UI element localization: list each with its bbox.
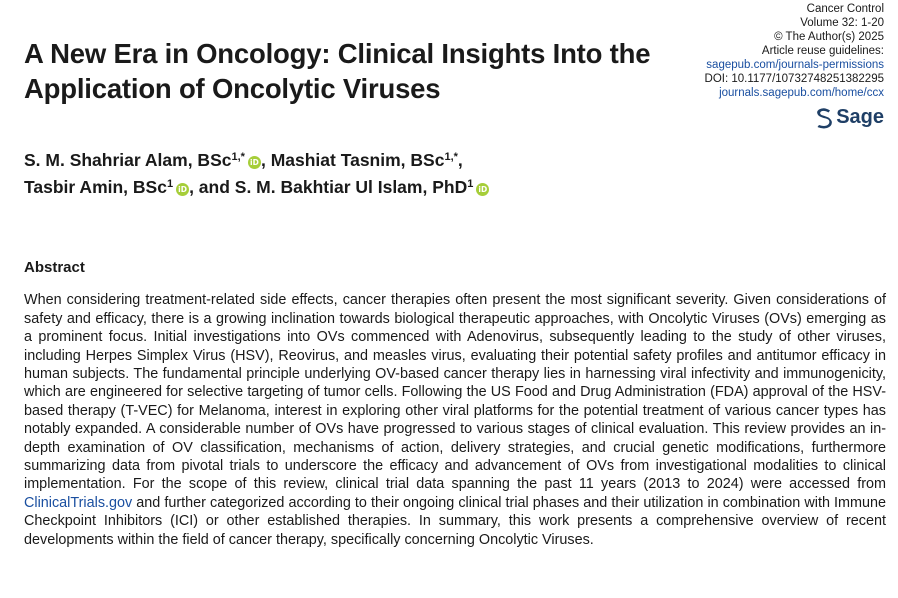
journal-meta [584,2,884,100]
reuse-label: Article reuse guidelines: [761,45,884,57]
doi-line[interactable]: DOI: 10.1177/10732748251382295 [704,73,884,85]
abstract-heading: Abstract [24,259,85,276]
author-name: S. M. Bakhtiar Ul Islam, PhD [234,177,468,197]
permissions-link[interactable]: sagepub.com/journals-permissions [706,59,884,71]
author-separator: , [260,150,271,170]
abstract-text: When considering treatment-related side effects, cancer therapies often present the most significant severity. Given considerations of safety and efficacy, there is a growing inclination towards biological therapeutic approaches, with Oncolytic Viruses (OVs) emerging as a prominent focus. Initial investigations into OVs commenced with Adenovirus, subsequently leading to the study of other viruses, including Herpes Simplex Virus (HSV), Reovirus, and measles virus, evaluating their potential safety profiles and antitumor efficacy in human subjects. The fundamental principle underlying OV-based cancer therapy lies in harnessing viral infectivity and immunogenicity, which are engineered for selective targeting of tumor cells. Following the US Food and Drug Administration (FDA) approval of the HSV-based therapy (T-VEC) for Melanoma, interest in exploring other viral platforms for the potential treatment of various cancer types has notably expanded. A considerable number of OVs have progressed to various stages of clinical evaluation. This review provides an in-depth examination of OV classification, mechanisms of action, delivery strategies, and crucial genetic modifications, furthermore summarizing data from pivotal trials to underscore the efficacy and advancement of OVs from investigational modalities to clinical implementation. For the scope of this review, clinical trial data spanning the past 11 years (2013 to 2024) were accessed from [24,292,886,493]
author-separator: , and [189,177,235,197]
author-list [24,147,644,201]
author-affiliation: 1,* [444,151,458,163]
copyright-line: © The Author(s) 2025 [774,31,884,43]
author-affiliation: 1,* [231,151,245,163]
author-separator: , [457,150,463,170]
sage-logo[interactable] [815,106,884,129]
author-affiliation: 1 [166,178,174,190]
author-affiliation: 1 [467,178,474,190]
journal-home-link[interactable]: journals.sagepub.com/home/ccx [719,87,884,99]
clinicaltrials-link[interactable]: ClinicalTrials.gov [24,494,133,511]
author-name: Tasbir Amin, BSc [24,177,167,197]
orcid-icon[interactable]: iD [176,183,189,196]
author-name: S. M. Shahriar Alam, BSc [24,150,232,170]
abstract-text-continued: and further categorized according to their ongoing clinical trial phases and their utilization in combination with Immune Checkpoint Inhibitors (ICI) or other established therapies. In summary, this work presents a comprehensive overview of recent developments within the field of cancer therapy, specifically concerning Oncolytic Viruses. [24,494,886,548]
journal-volume: Volume 32: 1-20 [800,17,884,29]
abstract-body [24,291,886,549]
orcid-icon[interactable]: iD [248,156,261,169]
author-name: Mashiat Tasnim, BSc [270,150,445,170]
journal-name: Cancer Control [806,3,884,15]
article-title: A New Era in Oncology: Clinical Insights Into the Application of Oncolytic Viruses [24,38,651,105]
sage-wordmark: Sage [836,106,884,128]
orcid-icon[interactable]: iD [476,183,489,196]
sage-s-logo-icon [815,107,833,129]
